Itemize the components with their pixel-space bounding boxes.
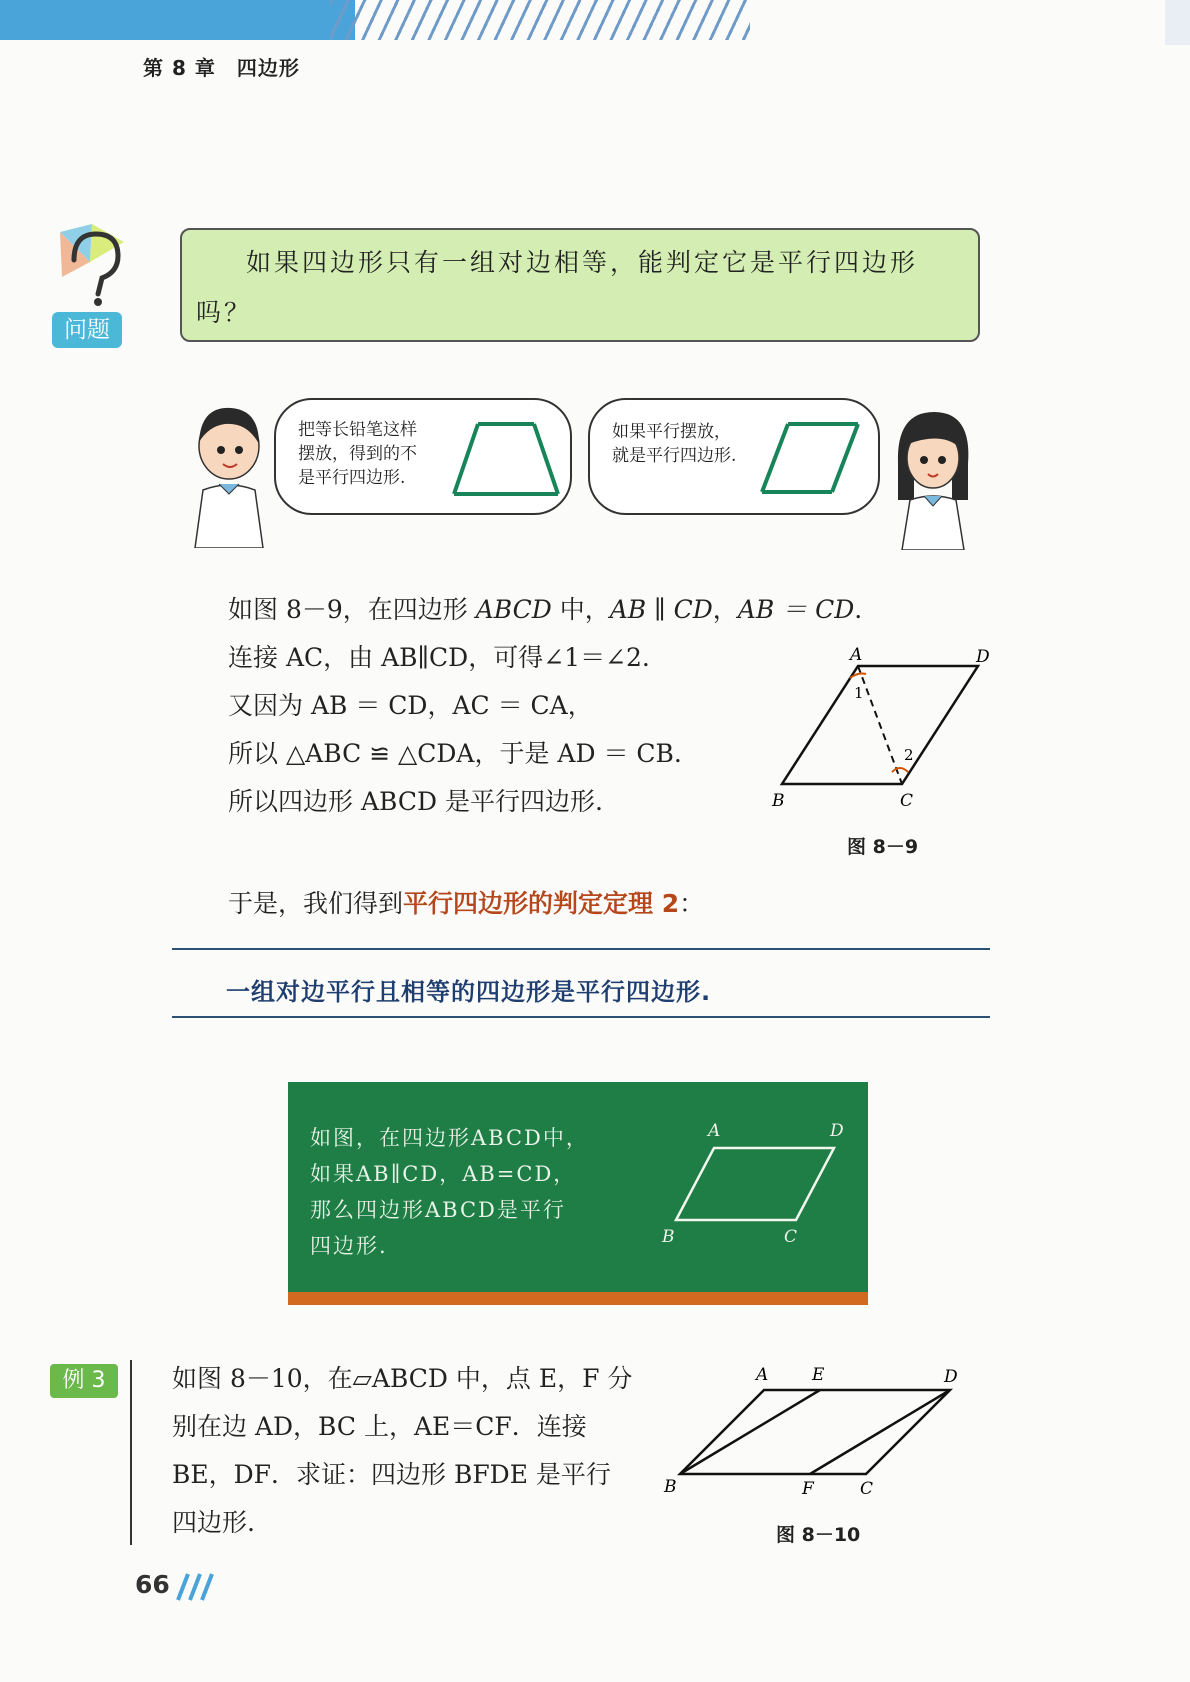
point-e-label: E [812, 1365, 825, 1385]
boy-speech-line: 把等长铅笔这样 [298, 420, 417, 440]
theorem-intro-suffix: ： [679, 889, 705, 918]
theorem-name: 平行四边形的判定定理 2 [403, 889, 680, 918]
chalk-vertex-d-label: D [830, 1121, 844, 1141]
angle-1-label: 1 [854, 684, 864, 702]
boy-speech-line: 是平行四边形. [298, 468, 406, 488]
boy-illustration [185, 400, 270, 548]
proof-line-1-sep: ， [712, 595, 738, 624]
vertex-b-label: B [664, 1477, 677, 1497]
example-line: BE，DF．求证：四边形 BFDE 是平行 [172, 1460, 611, 1489]
proof-line-3: 又因为 AB ＝ CD，AC ＝ CA， [228, 691, 593, 720]
chalk-parallelogram [676, 1148, 834, 1220]
theorem-intro [228, 880, 704, 928]
point-f-label: F [802, 1479, 814, 1499]
question-mark-icon [52, 222, 128, 308]
theorem-intro-prefix: 于是，我们得到 [228, 889, 404, 918]
parallelogram-abcd [680, 1390, 950, 1474]
angle-2-label: 2 [904, 746, 914, 764]
vertex-c-label: C [860, 1479, 874, 1499]
proof-line-2: 连接 AC，由 AB∥CD，可得∠1＝∠2. [228, 643, 650, 672]
page-number: 66 [135, 1570, 170, 1599]
theorem-top-rule [172, 948, 990, 950]
theorem-statement: 一组对边平行且相等的四边形是平行四边形. [226, 978, 712, 1006]
chalkboard-line: 如图，在四边形ABCD中， [310, 1126, 589, 1150]
theorem-bottom-rule [172, 1016, 990, 1018]
chalk-vertex-b-label: B [662, 1227, 675, 1247]
vertex-d-label: D [976, 647, 990, 667]
angle-2-arc [892, 768, 908, 772]
proof-line-5: 所以四边形 ABCD 是平行四边形. [228, 787, 603, 816]
vertex-a-label: A [756, 1365, 769, 1385]
example-divider [130, 1360, 132, 1545]
figure-8-9 [770, 640, 1000, 820]
vertex-d-label: D [944, 1367, 958, 1387]
boy-speech-line: 摆放，得到的不 [298, 444, 417, 464]
proof-line-1-end: . [854, 595, 863, 624]
chalk-vertex-c-label: C [784, 1227, 798, 1247]
proof-equal: AB ＝ CD [737, 595, 855, 624]
proof-parallel: AB ∥ CD [609, 595, 713, 624]
chalk-vertex-a-label: A [708, 1121, 721, 1141]
boy-speech-text [298, 418, 417, 490]
proof-quad-name: ABCD [475, 595, 552, 624]
header-band [0, 0, 355, 40]
vertex-c-label: C [900, 791, 914, 811]
chalkboard-line: 四边形. [310, 1234, 388, 1258]
chalkboard-line: 如果AB∥CD，AB=CD， [310, 1162, 577, 1186]
girl-speech-line: 就是平行四边形. [612, 446, 737, 466]
figure-8-9-caption: 图 8－9 [847, 836, 919, 858]
example-line: 四边形. [172, 1508, 255, 1537]
proof-line-1-mid: 中， [551, 595, 610, 624]
proof-line-4: 所以 △ABC ≌ △CDA，于是 AD ＝ CB. [228, 739, 682, 768]
chalkboard-line: 那么四边形ABCD是平行 [310, 1198, 566, 1222]
proof-line-1-prefix: 如图 8－9，在四边形 [228, 595, 476, 624]
parallelogram-pencils-diagram [758, 418, 862, 498]
figure-8-10 [660, 1360, 970, 1510]
figure-8-10-caption: 图 8－10 [776, 1524, 861, 1546]
problem-text: 如果四边形只有一组对边相等，能判定它是平行四边形吗？ [196, 248, 919, 327]
header-corner [1165, 0, 1190, 45]
chalkboard-text [310, 1120, 640, 1264]
example-line: 如图 8－10，在▱ABCD 中，点 E，F 分 [172, 1364, 633, 1393]
vertex-a-label: A [850, 645, 863, 665]
header-hatch [330, 0, 750, 40]
girl-illustration [888, 404, 976, 550]
chalkboard-figure [654, 1120, 854, 1250]
girl-speech-line: 如果平行摆放， [612, 422, 731, 442]
girl-speech-text [612, 420, 736, 468]
chapter-title: 第 8 章 四边形 [143, 56, 300, 80]
chalkboard-ledge [288, 1292, 868, 1305]
proof-line-1 [228, 586, 928, 634]
example-line: 别在边 AD，BC 上，AE＝CF．连接 [172, 1412, 587, 1441]
problem-label: 问题 [52, 312, 122, 348]
example-text [172, 1355, 662, 1547]
diagonal-ac [858, 666, 902, 784]
vertex-b-label: B [772, 791, 785, 811]
page-number-slashes [170, 1572, 216, 1602]
trapezoid-pencils-diagram [450, 416, 562, 500]
example-label: 例 3 [50, 1364, 118, 1398]
